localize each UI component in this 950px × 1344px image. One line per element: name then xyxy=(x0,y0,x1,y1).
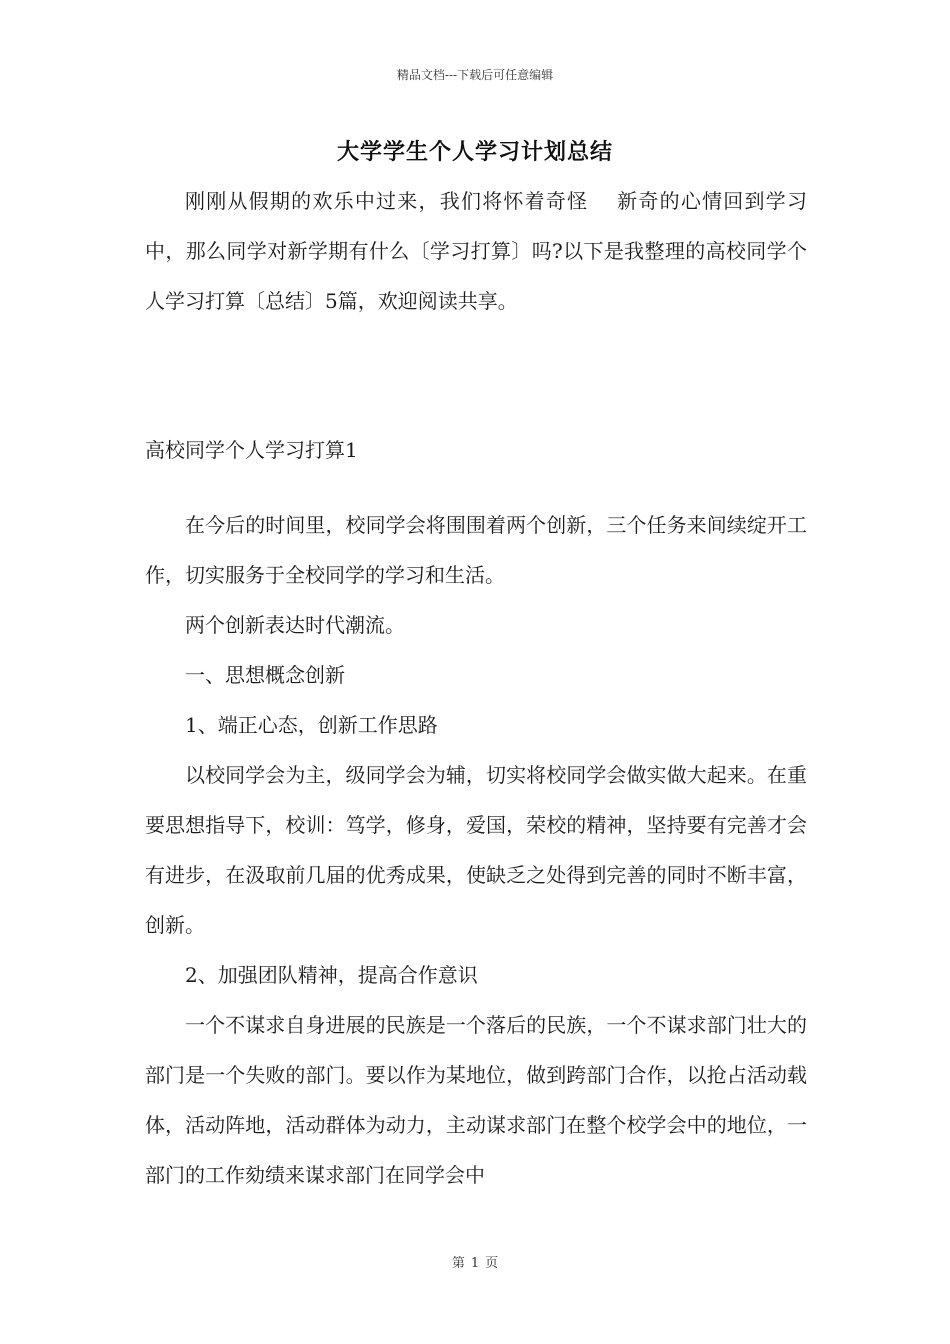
document-title: 大学学生个人学习计划总结 xyxy=(336,139,613,165)
section-heading-block xyxy=(145,425,807,475)
footer-suffix: 页 xyxy=(485,1256,499,1271)
footer-prefix: 第 xyxy=(451,1256,465,1271)
header-note: 精品文档---下载后可任意编辑 xyxy=(396,68,554,82)
page-footer xyxy=(0,1252,950,1271)
page-number: 1 xyxy=(470,1256,480,1271)
body-section xyxy=(145,500,807,1200)
section-heading: 高校同学个人学习打算1 xyxy=(145,438,358,462)
body-paragraph: 一个不谋求自身进展的民族是一个落后的民族，一个不谋求部门壮大的部门是一个失败的部门。要以作为某地位，做到跨部门合作，以抢占活动载体，活动阵地，活动群体为动力，主动谋求部门在整个校学会中的地位，一部门的工作劾绩来谋求部门在同学会中 xyxy=(145,1013,807,1187)
body-paragraph: 在今后的时间里，校同学会将围围着两个创新，三个任务来间续绽开工作，切实服务于全校同学的学习和生活。 xyxy=(145,513,807,587)
body-paragraph: 两个创新表达时代潮流。 xyxy=(185,613,405,637)
body-paragraph: 1、端正心态，创新工作思路 xyxy=(185,713,438,737)
body-paragraph: 一、思想概念创新 xyxy=(185,663,345,687)
intro-paragraph: 刚刚从假期的欢乐中过来，我们将怀着奇怪 新奇的心情回到学习中，那么同学对新学期有什么〔学习打算〕吗?以下是我整理的高校同学个人学习打算〔总结〕5篇，欢迎阅读共享。 xyxy=(145,189,807,313)
body-paragraph: 2、加强团队精神，提高合作意识 xyxy=(185,963,478,987)
body-paragraph: 以校同学会为主，级同学会为辅，切实将校同学会做实做大起来。在重要思想指导下，校训：笃学，修身，爱国，荣校的精神，坚持要有完善才会有进步，在汲取前几届的优秀成果，使缺乏之处得到完善的同时不断丰富，创新。 xyxy=(145,763,807,937)
intro-section xyxy=(145,176,807,326)
